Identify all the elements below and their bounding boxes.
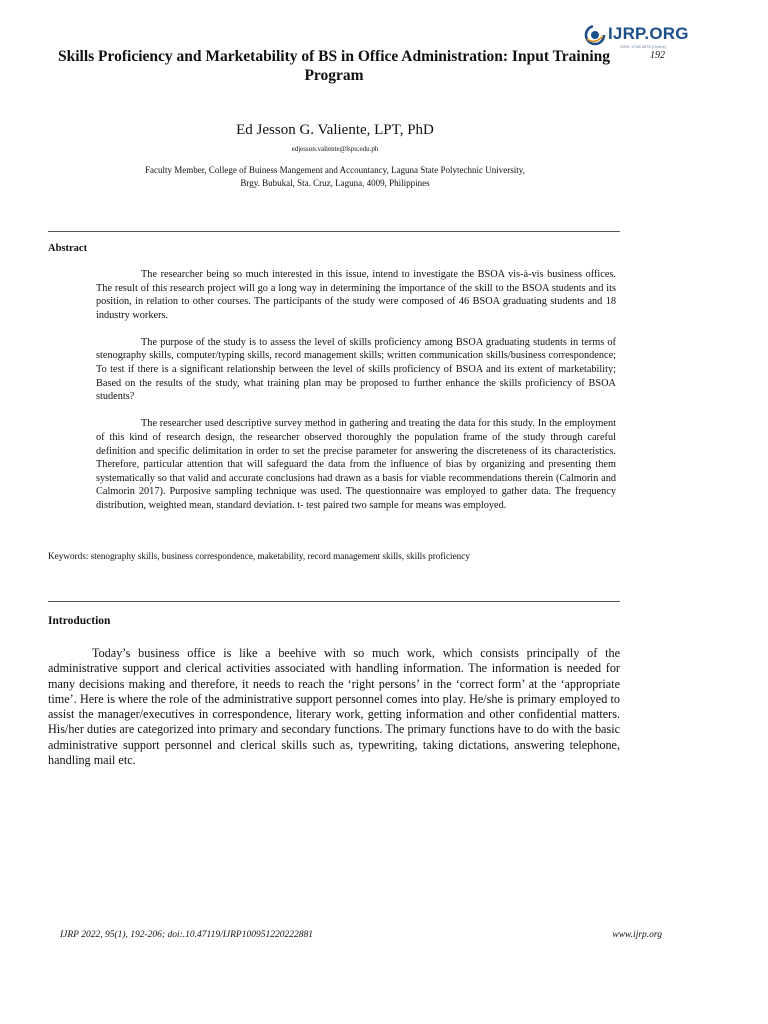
globe-swirl-icon [584, 24, 606, 46]
author-email: edjesson.valiente@lspu.edu.ph [291, 145, 379, 153]
footer-website-link[interactable]: www.ijrp.org [612, 930, 662, 940]
divider-bottom [48, 601, 620, 602]
logo-text: IJRP.ORG [608, 24, 689, 43]
abstract-heading: Abstract [48, 243, 88, 254]
introduction-paragraph: Today’s business office is like a beehive with so much work, which consists principally of the administrative support and clerical activities associated with handling information. The information is needed for many decisions making and therefore, it needs to reach the ‘right persons’ in the ‘correct form’ at the ‘appropriate time’. Here is where the role of the administrative support personnel comes into play. He/she is primary employed to assist the manager/executives in correspondence, literary work, getting information and other confidential matters. His/her duties are categorized into primary and secondary functions. The primary functions have to do with the basic administrative support personnel and clerical skills such as, typewriting, taking dictations, answering telephone, handling mail etc. [48, 646, 620, 768]
divider-top [48, 231, 620, 232]
footer-citation: IJRP 2022, 95(1), 192-206; doi:.10.47119/IJRP100951220222881 [60, 930, 313, 940]
logo-tagline: ISSN: 2708-3578 (Online) [620, 44, 667, 49]
page-number: 192 [650, 50, 665, 61]
introduction-heading: Introduction [48, 615, 111, 627]
affiliation-line-1: Faculty Member, College of Buiness Mangement and Accountancy, Laguna State Polytechnic University, [145, 165, 525, 175]
abstract-paragraph-3: The researcher used descriptive survey method in gathering and treating the data for this study. In the employment of this kind of research design, the researcher observed thoroughly the population frame of the study through careful definition and specific delimitation in order to set the precise parameter for answering the discreteness of its characteristics. Therefore, particular attention that will safeguard the data from the influence of bias by organizing and presenting them systematically so that valid and accurate conclusions had drawn as a basis for viable recommendations therein (Calmorin and Calmorin 2017). Purposive sampling technique was used. The questionnaire was employed to gather data. The frequency distribution, weighted mean, standard deviation. t- test paired two sample for means was employed. [96, 418, 616, 511]
abstract-paragraph-2: The purpose of the study is to assess the level of skills proficiency among BSOA graduating students in terms of stenography skills, computer/typing skills, record management skills; written communication skills/business correspondence; To test if there is a significant relationship between the level of skills proficiency of BSOA and its extent of marketability; Based on the results of the study, what training plan may be proposed to further enhance the skills proficiency of BSOA students? [96, 336, 616, 403]
author-name: Ed Jesson G. Valiente, LPT, PhD [236, 122, 434, 138]
paper-title: Skills Proficiency and Marketability of BS in Office Administration: Input Training Program [57, 48, 611, 84]
author-affiliation [0, 164, 670, 190]
affiliation-line-2: Brgy. Bubukal, Sta. Cruz, Laguna, 4009, Philippines [240, 178, 430, 188]
abstract-body [96, 268, 616, 526]
introduction-body [48, 646, 620, 768]
keywords: Keywords: stenography skills, business correspondence, maketability, record management skills, skills proficiency [48, 551, 470, 561]
abstract-paragraph-1: The researcher being so much interested in this issue, intend to investigate the BSOA vis-à-vis business offices. The result of this research project will go a long way in determining the importance of the skill to the BSOA students and its position, in relation to other courses. The participants of the study were composed of 46 BSOA graduating students and 18 industry workers. [96, 269, 616, 321]
